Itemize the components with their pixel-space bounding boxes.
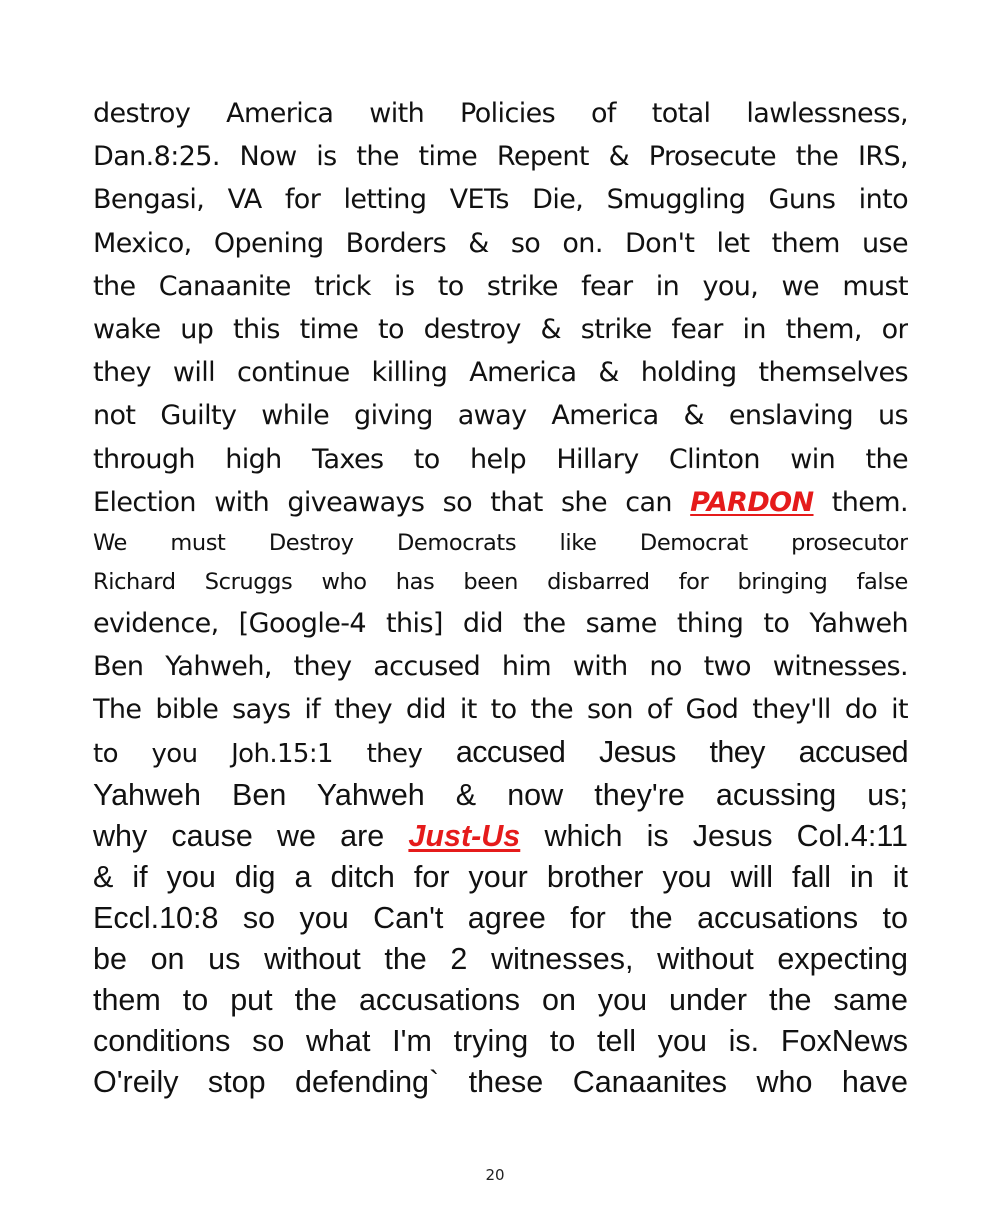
- text-line: them to put the accusations on you under the same: [93, 982, 908, 1017]
- text-line: Ben Yahweh, they accused him with no two witnesses.: [93, 651, 908, 683]
- text-line: conditions so what I'm trying to tell you is. FoxNews: [93, 1023, 908, 1058]
- text-line: not Guilty while giving away America & enslaving us: [93, 400, 908, 432]
- text-line: be on us without the 2 witnesses, without expecting: [93, 941, 908, 976]
- text-line: through high Taxes to help Hillary Clinton win the: [93, 443, 908, 475]
- text-segment: why cause we are: [93, 818, 409, 853]
- body-text: [93, 92, 908, 1103]
- text-segment: accused Jesus they accused: [455, 735, 908, 770]
- text-line: Richard Scruggs who has been disbarred for bringing false: [93, 568, 908, 595]
- text-line: Yahweh Ben Yahweh & now they're acussing us;: [93, 777, 908, 812]
- text-line: Dan.8:25. Now is the time Repent & Prosecute the IRS,: [93, 141, 908, 173]
- text-line: The bible says if they did it to the son of God they'll do it: [93, 694, 908, 726]
- text-line: destroy America with Policies of total lawlessness,: [93, 98, 908, 129]
- text-line: evidence, [Google-4 this] did the same thing to Yahweh: [93, 607, 908, 639]
- text-segment: which is Jesus Col.4:11: [520, 818, 908, 853]
- text-line-with-just-us: [93, 816, 908, 857]
- text-line: & if you dig a ditch for your brother you will fall in it: [93, 859, 908, 894]
- text-line: Bengasi, VA for letting VETs Die, Smuggling Guns into: [93, 184, 908, 216]
- text-line-with-pardon: [93, 481, 908, 524]
- text-line: We must Destroy Democrats like Democrat prosecutor: [93, 529, 908, 556]
- text-segment: to you Joh.15:1 they: [93, 739, 456, 770]
- pardon-emphasis: PARDON: [690, 486, 814, 518]
- page-number: 20: [485, 1166, 505, 1184]
- text-line: the Canaanite trick is to strike fear in you, we must: [93, 270, 908, 302]
- just-us-emphasis: Just-Us: [408, 818, 521, 853]
- text-line: wake up this time to destroy & strike fear in them, or: [93, 313, 908, 345]
- text-line: Eccl.10:8 so you Can't agree for the accusations to: [93, 900, 908, 935]
- text-line: they will continue killing America & holding themselves: [93, 357, 908, 389]
- text-segment: Election with giveaways so that she can: [93, 486, 691, 518]
- text-line-mixed: [93, 731, 908, 774]
- text-segment: them.: [813, 486, 908, 518]
- text-line: Mexico, Opening Borders & so on. Don't let them use: [93, 227, 908, 259]
- text-line: O'reily stop defending` these Canaanites who have: [93, 1064, 908, 1099]
